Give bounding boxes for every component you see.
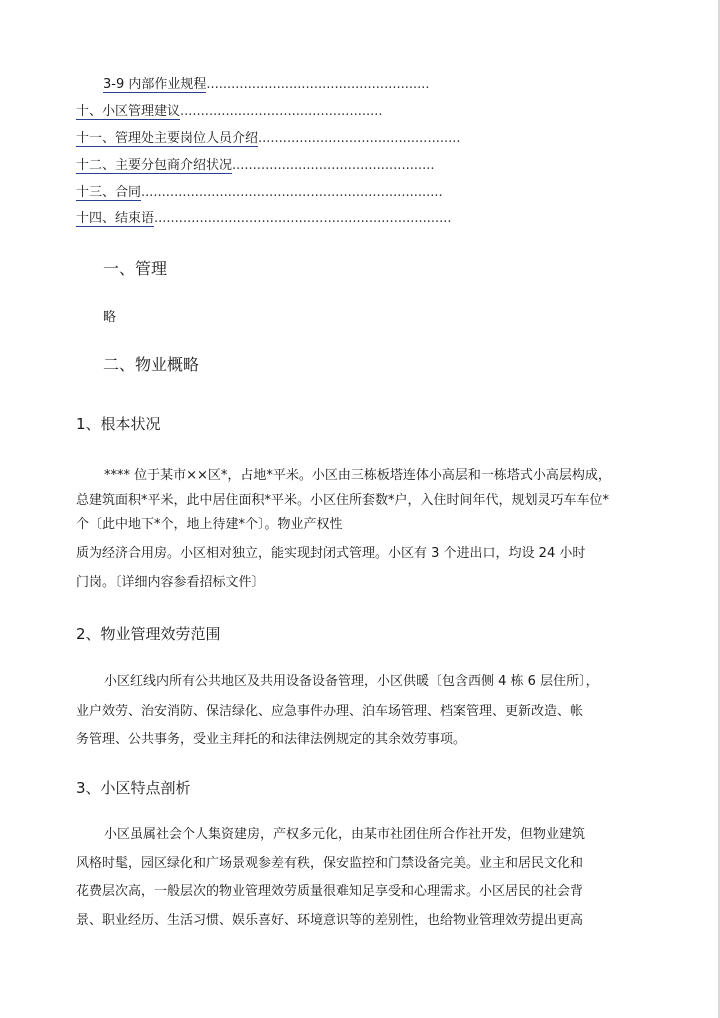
subsection-heading: 2、物业管理效劳范围	[76, 625, 221, 643]
paragraph-line: 个〔此中地下*个，地上待建*个〕。物业产权性	[76, 517, 343, 532]
toc-leader-dots: ........................................................................	[154, 211, 452, 226]
section-heading: 一、管理	[103, 259, 168, 278]
paragraph-line: 景、职业经历、生活习惯、娱乐喜好、环境意识等的差别性，也给物业管理效劳提出更高	[76, 913, 584, 928]
paragraph-line: **** 位于某市××区*，占地*平米。小区由三栋板塔连体小高层和一栋塔式小高层构成，	[104, 468, 611, 483]
paragraph-line: 花费层次高，一般层次的物业管理效劳质量很难知足享受和心理需求。小区居民的社会背	[76, 884, 584, 899]
subsection-heading: 3、小区特点剖析	[76, 779, 191, 797]
toc-entry[interactable]	[76, 130, 461, 148]
toc-link-label[interactable]: 十、小区管理建议	[76, 104, 181, 119]
subsection-heading: 1、根本状况	[76, 415, 161, 433]
toc-entry[interactable]	[76, 103, 383, 121]
toc-leader-dots: .................................................	[232, 158, 435, 173]
section-heading: 二、物业概略	[103, 355, 200, 374]
toc-leader-dots: ......................................................	[206, 77, 430, 92]
paragraph-line: 务管理、公共事务，受业主拜托的和法律法例规定的其余效劳事项。	[76, 732, 467, 747]
toc-link-label[interactable]: 3-9 内部作业规程	[103, 77, 207, 92]
paragraph-line: 业户效劳、治安消防、保洁绿化、应急事件办理、泊车场管理、档案管理、更新改造、帐	[76, 704, 584, 719]
section-body: 略	[103, 310, 117, 325]
toc-entry[interactable]	[76, 184, 443, 202]
toc-leader-dots: .................................................	[258, 131, 461, 146]
toc-leader-dots: .........................................................................	[141, 185, 443, 200]
paragraph-line: 小区虽属社会个人集资建房，产权多元化，由某市社团住所合作社开发，但物业建筑	[104, 827, 586, 842]
toc-link-label[interactable]: 十一、管理处主要岗位人员介绍	[76, 131, 259, 146]
paragraph-line: 风格时髦，园区绿化和广场景观参差有秩，保安监控和门禁设备完美。业主和居民文化和	[76, 856, 584, 871]
toc-entry[interactable]	[103, 76, 430, 94]
paragraph-line: 总建筑面积*平米，此中居住面积*平米。小区住所套数*户，入住时间年代，规划灵巧车车位*	[76, 493, 610, 508]
toc-entry[interactable]	[76, 210, 452, 228]
paragraph-line: 门岗。〔详细内容参看招标文件〕	[76, 575, 265, 590]
toc-link-label[interactable]: 十四、结束语	[76, 211, 155, 226]
toc-link-label[interactable]: 十三、合同	[76, 185, 142, 200]
paragraph-line: 质为经济合用房。小区相对独立，能实现封闭式管理。小区有 3 个进出口，均设 24 小时	[76, 546, 586, 561]
paragraph-line: 小区红线内所有公共地区及共用设备设备管理，小区供暖〔包含西侧 4 栋 6 层住所〕，	[104, 674, 599, 689]
toc-entry[interactable]	[76, 157, 435, 175]
toc-leader-dots: .................................................	[180, 104, 383, 119]
toc-link-label[interactable]: 十二、主要分包商介绍状况	[76, 158, 233, 173]
